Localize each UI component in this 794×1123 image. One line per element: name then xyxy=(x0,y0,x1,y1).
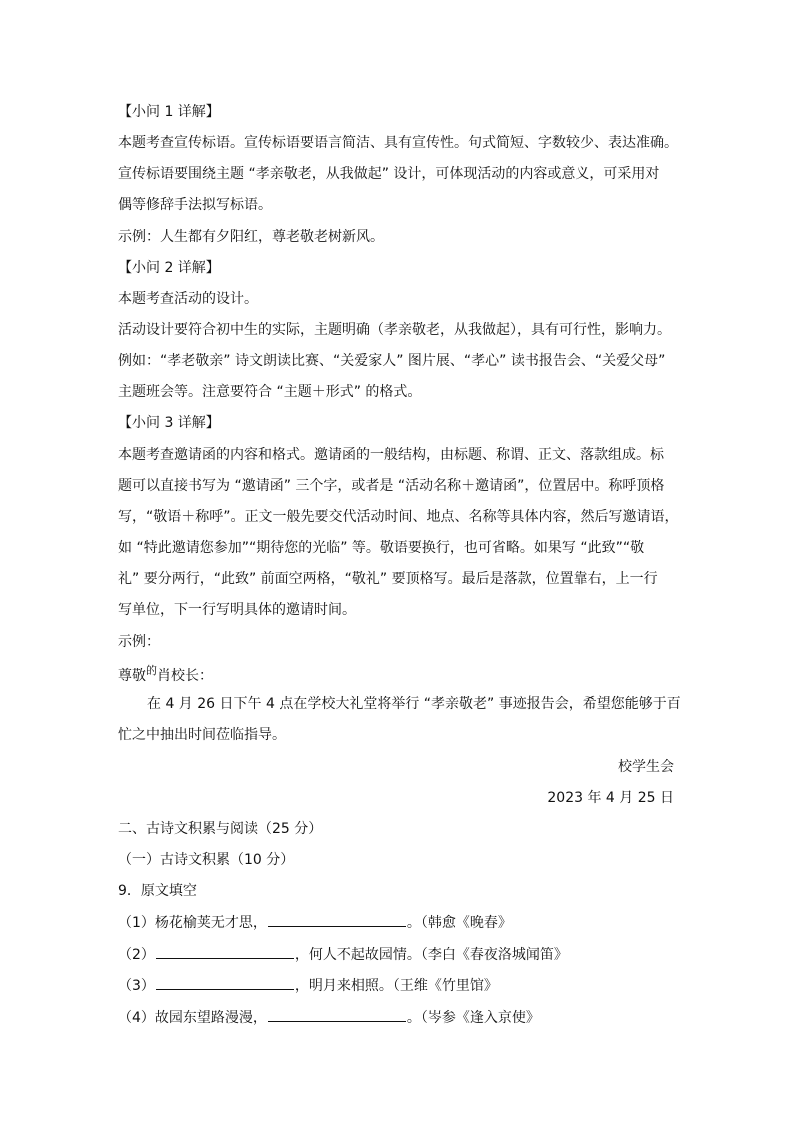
q2-line-2: 活动设计要符合初中生的实际，主题明确（孝亲敬老，从我做起），具有可行性，影响力。 xyxy=(118,322,671,338)
q3-line-2: 题可以直接书写为 “邀请函” 三个字，或者是 “活动名称＋邀请函”，位置居中。称呼顶格 xyxy=(118,478,665,494)
q1-line-2: 宣传标语要围绕主题 “孝亲敬老，从我做起” 设计，可体现活动的内容或意义，可采用对 xyxy=(118,166,660,182)
item-after: 。（岑参《逢入京使》 xyxy=(406,1010,540,1026)
answer-blank-1[interactable] xyxy=(268,912,406,927)
item-num: （4） xyxy=(118,1010,155,1026)
item-num: （2） xyxy=(118,947,155,963)
item-after: ，明月来相照。（王维《竹里馆》 xyxy=(294,978,498,994)
letter-date: 2023 年 4 月 25 日 xyxy=(547,790,674,806)
item-num: （1） xyxy=(118,915,155,931)
q3-line-3: 写，“敬语＋称呼”。正文一般先要交代活动时间、地点、名称等具体内容，然后写邀请语， xyxy=(118,509,679,525)
salutation-post: 肖校长： xyxy=(157,668,213,684)
salutation-pre: 尊敬 xyxy=(118,668,146,684)
q2-line-3: 例如：“孝老敬亲” 诗文朗读比赛、“关爱家人” 图片展、“孝心” 读书报告会、“关爱父母” xyxy=(118,353,666,369)
item-before: 故园东望路漫漫， xyxy=(154,1010,267,1026)
q3-line-6: 写单位，下一行写明具体的邀请时间。 xyxy=(118,602,356,618)
item-after: ，何人不起故园情。（李白《春夜洛城闻笛》 xyxy=(294,947,568,963)
item-num: （3） xyxy=(118,978,155,994)
q1-heading: 【小问 1 详解】 xyxy=(118,104,220,120)
q3-example-label: 示例： xyxy=(118,634,160,650)
q1-line-3: 偶等修辞手法拟写标语。 xyxy=(118,197,272,213)
q1-line-1: 本题考查宣传标语。宣传标语要语言简洁、具有宣传性。句式简短、字数较少、表达准确。 xyxy=(118,135,678,151)
q3-line-1: 本题考查邀请函的内容和格式。邀请函的一般结构，由标题、称谓、正文、落款组成。标 xyxy=(118,447,664,463)
answer-blank-2[interactable] xyxy=(156,944,294,959)
q3-heading: 【小问 3 详解】 xyxy=(118,415,220,431)
letter-body-1: 在 4 月 26 日下午 4 点在学校大礼堂将举行 “孝亲敬老” 事迹报告会，希望您能够于百 xyxy=(147,696,681,712)
fill-item-4 xyxy=(118,1007,540,1027)
fill-item-1 xyxy=(118,912,512,932)
letter-salutation xyxy=(118,666,213,686)
item-before: 杨花榆荚无才思， xyxy=(154,915,267,931)
salutation-sup: 的 xyxy=(146,664,157,677)
q2-heading: 【小问 2 详解】 xyxy=(118,260,220,276)
q2-line-1: 本题考查活动的设计。 xyxy=(118,291,258,307)
q1-example: 示例：人生都有夕阳红，尊老敬老树新风。 xyxy=(118,229,384,245)
section2-sub: （一）古诗文积累（10 分） xyxy=(118,852,295,868)
answer-blank-3[interactable] xyxy=(156,975,294,990)
q9-title: 9．原文填空 xyxy=(118,883,197,899)
q2-line-4: 主题班会等。注意要符合 “主题＋形式” 的格式。 xyxy=(118,384,422,400)
fill-item-2 xyxy=(118,944,568,964)
letter-signer: 校学生会 xyxy=(618,759,674,775)
fill-item-3 xyxy=(118,975,498,995)
letter-body-2: 忙之中抽出时间莅临指导。 xyxy=(118,727,286,743)
q3-line-4: 如 “特此邀请您参加”“期待您的光临” 等。敬语要换行，也可省略。如果写 “此致”“敬 xyxy=(118,540,645,556)
item-after: 。（韩愈《晚春》 xyxy=(406,915,512,931)
section2-title: 二、古诗文积累与阅读（25 分） xyxy=(118,821,323,837)
q3-line-5: 礼” 要分两行，“此致” 前面空两格，“敬礼” 要顶格写。最后是落款，位置靠右，上一行 xyxy=(118,571,658,587)
answer-blank-4[interactable] xyxy=(268,1007,406,1022)
